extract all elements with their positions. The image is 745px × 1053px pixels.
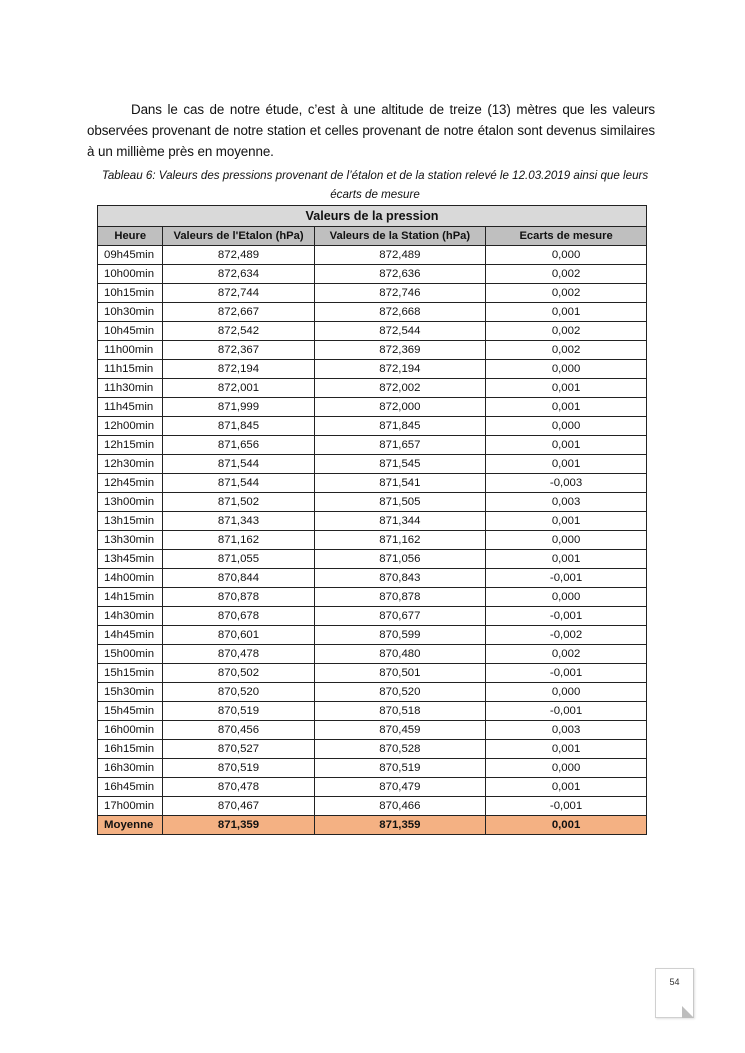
cell-heure: 10h45min	[98, 322, 163, 341]
cell-station: 872,668	[314, 303, 486, 322]
cell-station: 872,002	[314, 379, 486, 398]
cell-heure: 13h15min	[98, 512, 163, 531]
cell-heure: 13h45min	[98, 550, 163, 569]
cell-station: 870,843	[314, 569, 486, 588]
cell-station: 871,505	[314, 493, 486, 512]
cell-etalon: 871,162	[163, 531, 314, 550]
cell-ecart: 0,003	[486, 721, 647, 740]
cell-etalon: 871,055	[163, 550, 314, 569]
cell-ecart: 0,000	[486, 588, 647, 607]
cell-heure: 11h15min	[98, 360, 163, 379]
cell-etalon: 870,678	[163, 607, 314, 626]
cell-heure: 10h00min	[98, 265, 163, 284]
cell-station: 871,056	[314, 550, 486, 569]
cell-ecart: 0,001	[486, 398, 647, 417]
cell-heure: 17h00min	[98, 797, 163, 816]
table-row	[98, 417, 647, 436]
cell-station: 871,344	[314, 512, 486, 531]
cell-ecart: 0,002	[486, 322, 647, 341]
cell-station: 870,466	[314, 797, 486, 816]
cell-heure: 12h30min	[98, 455, 163, 474]
table-row	[98, 683, 647, 702]
cell-heure: 09h45min	[98, 246, 163, 265]
table-row	[98, 626, 647, 645]
table-row	[98, 322, 647, 341]
table-row	[98, 607, 647, 626]
cell-etalon: 870,502	[163, 664, 314, 683]
cell-ecart: -0,001	[486, 607, 647, 626]
cell-heure: 14h00min	[98, 569, 163, 588]
cell-heure: 15h00min	[98, 645, 163, 664]
cell-station: 872,369	[314, 341, 486, 360]
cell-etalon: 870,844	[163, 569, 314, 588]
table-row	[98, 341, 647, 360]
cell-station: 870,520	[314, 683, 486, 702]
cell-station: 871,541	[314, 474, 486, 493]
cell-etalon: 870,527	[163, 740, 314, 759]
cell-etalon: 872,744	[163, 284, 314, 303]
cell-ecart: 0,000	[486, 417, 647, 436]
table-row	[98, 797, 647, 816]
cell-etalon: 872,001	[163, 379, 314, 398]
cell-ecart: -0,001	[486, 664, 647, 683]
cell-ecart: 0,002	[486, 341, 647, 360]
cell-station: 870,528	[314, 740, 486, 759]
cell-ecart: -0,001	[486, 797, 647, 816]
cell-etalon: 872,489	[163, 246, 314, 265]
cell-ecart: 0,002	[486, 645, 647, 664]
table-caption: Tableau 6: Valeurs des pressions provenant de l’étalon et de la station relevé le 12.03.2019 ainsi que leurs écarts de mesure	[101, 169, 649, 201]
cell-station: 870,599	[314, 626, 486, 645]
cell-station: 870,479	[314, 778, 486, 797]
header-station: Valeurs de la Station (hPa)	[314, 227, 486, 246]
header-etalon: Valeurs de l'Etalon (hPa)	[163, 227, 314, 246]
table-body	[98, 246, 647, 816]
table-row	[98, 588, 647, 607]
cell-etalon: 870,478	[163, 778, 314, 797]
header-ecarts: Ecarts de mesure	[486, 227, 647, 246]
table-row	[98, 512, 647, 531]
cell-ecart: -0,001	[486, 702, 647, 721]
cell-ecart: 0,001	[486, 379, 647, 398]
table-row	[98, 455, 647, 474]
cell-heure: 14h45min	[98, 626, 163, 645]
cell-heure: 11h00min	[98, 341, 163, 360]
cell-heure: 15h15min	[98, 664, 163, 683]
table-row	[98, 759, 647, 778]
cell-heure: 14h15min	[98, 588, 163, 607]
table-title: Valeurs de la pression	[98, 206, 647, 227]
mean-label: Moyenne	[98, 816, 163, 835]
table-header-row	[98, 227, 647, 246]
cell-etalon: 870,456	[163, 721, 314, 740]
cell-ecart: -0,001	[486, 569, 647, 588]
cell-ecart: -0,002	[486, 626, 647, 645]
cell-etalon: 872,367	[163, 341, 314, 360]
cell-heure: 11h30min	[98, 379, 163, 398]
cell-etalon: 870,467	[163, 797, 314, 816]
cell-heure: 13h30min	[98, 531, 163, 550]
cell-ecart: 0,000	[486, 683, 647, 702]
cell-station: 872,544	[314, 322, 486, 341]
page-curl-icon	[682, 1006, 694, 1018]
cell-etalon: 872,542	[163, 322, 314, 341]
cell-ecart: 0,001	[486, 455, 647, 474]
mean-station: 871,359	[314, 816, 486, 835]
cell-etalon: 870,601	[163, 626, 314, 645]
page-number: 54	[669, 977, 680, 987]
body-paragraph: Dans le cas de notre étude, c’est à une altitude de treize (13) mètres que les valeurs observées provenant de notre station et celles provenant de notre étalon sont devenus similaires à un millième près en moyenne.	[87, 102, 655, 160]
table-row	[98, 645, 647, 664]
pressure-table	[97, 205, 647, 835]
cell-etalon: 871,544	[163, 455, 314, 474]
cell-ecart: 0,000	[486, 360, 647, 379]
mean-etalon: 871,359	[163, 816, 314, 835]
cell-station: 870,677	[314, 607, 486, 626]
cell-heure: 10h15min	[98, 284, 163, 303]
cell-ecart: 0,001	[486, 550, 647, 569]
cell-etalon: 871,502	[163, 493, 314, 512]
cell-etalon: 870,519	[163, 759, 314, 778]
cell-heure: 16h30min	[98, 759, 163, 778]
cell-ecart: 0,002	[486, 265, 647, 284]
cell-heure: 11h45min	[98, 398, 163, 417]
table-row	[98, 702, 647, 721]
table-row	[98, 284, 647, 303]
mean-ecart: 0,001	[486, 816, 647, 835]
cell-station: 870,501	[314, 664, 486, 683]
table-row	[98, 493, 647, 512]
cell-heure: 15h45min	[98, 702, 163, 721]
cell-ecart: 0,002	[486, 284, 647, 303]
cell-etalon: 870,478	[163, 645, 314, 664]
cell-heure: 12h00min	[98, 417, 163, 436]
cell-ecart: 0,003	[486, 493, 647, 512]
table-row	[98, 360, 647, 379]
cell-station: 872,636	[314, 265, 486, 284]
table-row	[98, 664, 647, 683]
table-row	[98, 531, 647, 550]
cell-etalon: 870,878	[163, 588, 314, 607]
cell-station: 870,518	[314, 702, 486, 721]
cell-ecart: 0,000	[486, 531, 647, 550]
cell-station: 871,545	[314, 455, 486, 474]
cell-etalon: 871,845	[163, 417, 314, 436]
page-number-box	[655, 968, 694, 1018]
cell-ecart: 0,001	[486, 303, 647, 322]
cell-heure: 12h45min	[98, 474, 163, 493]
cell-etalon: 871,656	[163, 436, 314, 455]
table-row	[98, 265, 647, 284]
table-row	[98, 398, 647, 417]
table-row	[98, 436, 647, 455]
cell-ecart: 0,001	[486, 512, 647, 531]
cell-etalon: 872,667	[163, 303, 314, 322]
cell-etalon: 870,520	[163, 683, 314, 702]
cell-ecart: 0,000	[486, 246, 647, 265]
cell-heure: 15h30min	[98, 683, 163, 702]
table-row	[98, 721, 647, 740]
cell-etalon: 871,999	[163, 398, 314, 417]
table-row	[98, 550, 647, 569]
mean-row	[98, 816, 647, 835]
table-row	[98, 246, 647, 265]
cell-heure: 16h45min	[98, 778, 163, 797]
cell-station: 870,519	[314, 759, 486, 778]
header-heure: Heure	[98, 227, 163, 246]
cell-etalon: 872,634	[163, 265, 314, 284]
table-row	[98, 778, 647, 797]
cell-heure: 16h00min	[98, 721, 163, 740]
cell-heure: 12h15min	[98, 436, 163, 455]
cell-ecart: 0,001	[486, 436, 647, 455]
cell-etalon: 871,544	[163, 474, 314, 493]
cell-station: 872,489	[314, 246, 486, 265]
table-row	[98, 303, 647, 322]
cell-station: 872,000	[314, 398, 486, 417]
cell-station: 870,480	[314, 645, 486, 664]
table-row	[98, 569, 647, 588]
cell-station: 870,878	[314, 588, 486, 607]
cell-station: 871,162	[314, 531, 486, 550]
cell-station: 870,459	[314, 721, 486, 740]
table-row	[98, 379, 647, 398]
cell-ecart: 0,001	[486, 778, 647, 797]
cell-heure: 13h00min	[98, 493, 163, 512]
cell-ecart: 0,001	[486, 740, 647, 759]
cell-station: 871,845	[314, 417, 486, 436]
cell-station: 872,194	[314, 360, 486, 379]
cell-etalon: 872,194	[163, 360, 314, 379]
cell-etalon: 871,343	[163, 512, 314, 531]
cell-heure: 16h15min	[98, 740, 163, 759]
cell-ecart: 0,000	[486, 759, 647, 778]
cell-station: 871,657	[314, 436, 486, 455]
cell-ecart: -0,003	[486, 474, 647, 493]
cell-etalon: 870,519	[163, 702, 314, 721]
table-row	[98, 740, 647, 759]
cell-heure: 10h30min	[98, 303, 163, 322]
cell-heure: 14h30min	[98, 607, 163, 626]
cell-station: 872,746	[314, 284, 486, 303]
table-row	[98, 474, 647, 493]
